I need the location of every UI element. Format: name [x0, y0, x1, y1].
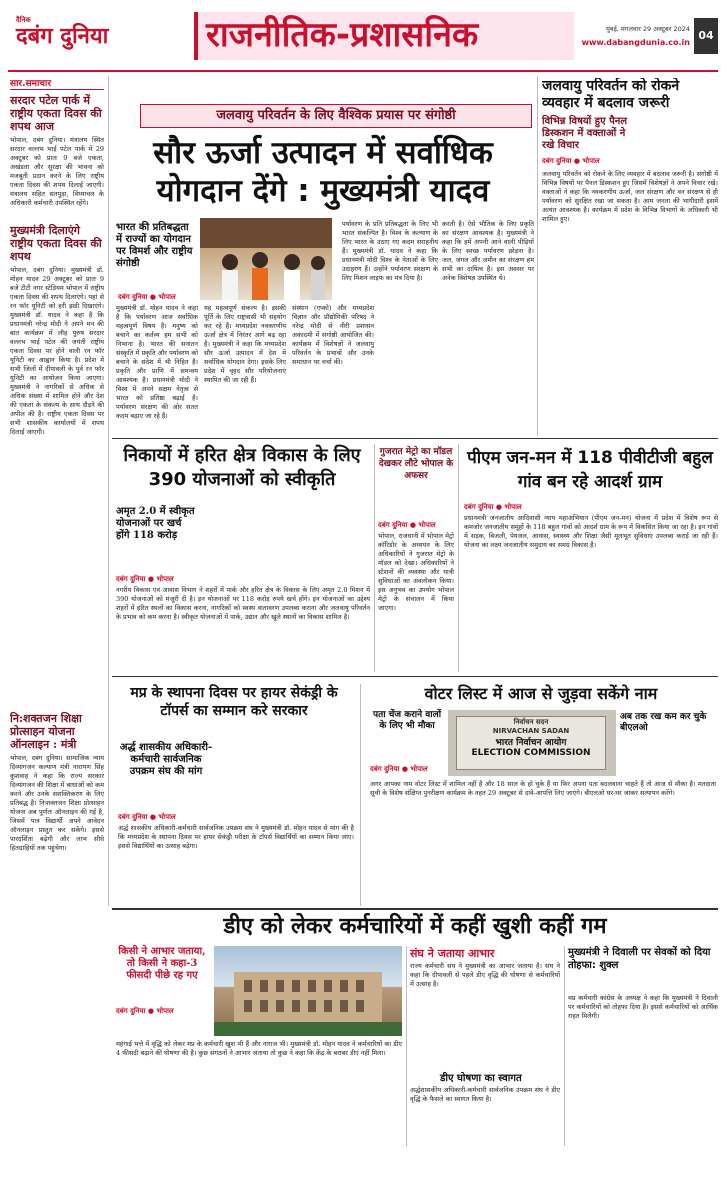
bottom-left-byline: दबंग दुनिया ● भोपाल	[116, 1006, 174, 1015]
bottom-headline: डीए को लेकर कर्मचारियों में कहीं खुशी कहीं गम	[223, 914, 607, 939]
lead-body-col1: मुख्यमंत्री डॉ. मोहन यादव ने कहा है कि पर्यावरण आज सर्वाधिक महत्वपूर्ण विषय है। मनुष्य को बचाने का कर्तव्य हम सभी को निभाना है। भारत की सनातन संस्कृति में प्रकृति और पर्यावरण को बचाने के संदेश में भी निहित है। प्रकृति और प्राणि में समन्वय आवश्यक है। प्रधानमंत्री मोदी ने विश्व में अपने सक्षम नेतृत्व से भारत को प्रतिष्ठा बढ़ाई है। पर्यावरण संरक्षण की ओर सतत कदम बढ़ाए जा रहे हैं।	[116, 304, 198, 420]
bottom-photo	[214, 946, 402, 1036]
bottom-right-sub2: मुख्यमंत्री ने दिवाली पर सेवकों को दिया तोहफा: शुक्ल	[568, 947, 711, 971]
lead-photo-illustration	[200, 218, 332, 300]
brand-name: दबंग दुनिया	[16, 24, 109, 49]
bottom-mid-sub: संघ ने जताया आभार	[410, 947, 495, 960]
sidebar-story1-body: भोपाल, दबंग दुनिया। मंत्रालय स्थित सरदार वल्लभ भाई पटेल पार्क में 29 अक्टूबर को प्रातः 9 बजे एकता, अखंडता और सुरक्षा की भावना को मजबूती प्रदान करने के लिए राष्ट्रीय एकता दिवस की शपथ दिलाई जाएगी। मंत्रालय सहित सतपुड़ा, विंध्याचल के अधिकारी कर्मचारी उपस्थित रहेंगे।	[10, 136, 104, 207]
lead-photo	[200, 218, 332, 300]
right-top-story	[542, 78, 718, 434]
right-top-body: जलवायु परिवर्तन को रोकने के लिए व्यवहार में बदलाव जरूरी है। संगोष्ठी में विभिन्न विषयों पर पैनल डिस्कशन हुए जिसमें विशेषज्ञों ने अपने विचार रखे। वक्ताओं ने कहा कि नवकरणीय ऊर्जा, जल संरक्षण और वन संरक्षण से ही पर्यावरण को सुरक्षित रखा जा सकता है। आम जनता की भागीदारी इसमें अत्यंत आवश्यक है। कार्यक्रम में प्रदेश के विभिन्न विभागों के अधिकारी भी शामिल हुए।	[542, 170, 718, 223]
voterlist-photo	[448, 710, 616, 776]
green-callout: अमृत 2.0 में स्वीकृत योजनाओं पर खर्च होंगे 118 करोड़	[116, 506, 195, 541]
bottom-mid-body: राज्य कर्मचारी संघ ने मुख्यमंत्री का आभार जताया है। संघ ने कहा कि दीपावली से पहले डीए वृद्धि की घोषणा से कर्मचारियों में उत्साह है।	[410, 962, 560, 988]
bottom-left-body: महंगाई भत्ते में वृद्धि को लेकर मप्र के कर्मचारी खुश भी हैं और नाराज भी। मुख्यमंत्री डॉ. मोहन यादव ने कर्मचारियों का डीए 4 फीसदी बढ़ाने की घोषणा की है। कुछ संगठनों ने आभार जताया तो कुछ ने कहा कि केंद्र के बराबर डीए नहीं मिला।	[116, 1040, 402, 1057]
bottom-mid-sub2: डीए घोषणा का स्वागत	[440, 1073, 522, 1084]
voterlist-callout: पता चेंज कराने वालों के लिए भी मौका	[372, 710, 442, 731]
site-url[interactable]: www.dabangdunia.co.in	[581, 38, 690, 47]
bottom-left-sub: किसी ने आभार जताया, तो किसी ने कहा-3 फीसदी पीछे रह गए	[118, 946, 206, 981]
voterlist-body: अगर आपका नाम वोटर लिस्ट में शामिल नहीं है और 18 साल के हो चुके हैं या फिर अपना पता बदलवाना चाहते हैं तो आज से मौका है। मतदाता सूची के विशेष संक्षिप्त पुनरीक्षण कार्यक्रम के तहत 29 अक्टूबर से दावे-आपत्ति लिए जाएंगे। बीएलओ घर-घर जाकर सत्यापन करेंगे।	[370, 780, 716, 797]
green-byline: दबंग दुनिया ● भोपाल	[116, 574, 174, 583]
bottom-right-body2: मप्र कर्मचारी कांग्रेस के अध्यक्ष ने कहा कि मुख्यमंत्री ने दिवाली पर कर्मचारियों को तोहफा दिया है। इससे कर्मचारियों को आर्थिक राहत मिलेगी।	[568, 994, 718, 1020]
sign-board	[456, 716, 606, 770]
building-illustration	[214, 946, 402, 1036]
lead-kicker-text: जलवायु परिवर्तन के लिए वैश्विक प्रयास पर संगोष्ठी	[216, 108, 456, 123]
sidebar-story2-headline: मुख्यमंत्री दिलाएंगे राष्ट्रीय एकता दिवस की शपथ	[10, 224, 102, 263]
pmjanman-body: प्रधानमंत्री जनजातीय आदिवासी न्याय महाअभियान (पीएम जन-मन) योजना में प्रदेश में विशेष रूप से कमजोर जनजातीय समूहों के 118 बहुल गांवों को आदर्श ग्राम के रूप में विकसित किया जा रहा है। इन गांवों में सड़क, बिजली, पेयजल, आवास, स्वास्थ्य और शिक्षा जैसी मूलभूत सुविधाएं उपलब्ध कराई जा रही हैं। योजना का लक्ष्य जनजातीय समुदाय का समग्र विकास है।	[464, 514, 718, 549]
sign-line3: भारत निर्वाचन आयोग	[495, 738, 567, 748]
voterlist-headline: वोटर लिस्ट में आज से जुड़वा सकेंगे नाम	[424, 684, 658, 703]
lead-body-col4: पर्यावरण के प्रति प्रतिबद्धता के लिए भी भारत संकल्पित है। विश्व के कल्याण के लिए भारत के उठाए गए कदम सराहनीय हैं। मुख्यमंत्री डॉ. यादव ने कहा कि प्रधानमंत्री मोदी विश्व के नेताओं के लिए उदाहरण हैं। उन्होंने पर्यावरण संरक्षण के लिए मिशन लाइफ का मंत्र दिया है।	[342, 220, 438, 282]
sign-line1: निर्वाचन सदन	[513, 717, 549, 726]
lead-headline: सौर ऊर्जा उत्पादन में सर्वाधिक योगदान देंगे : मुख्यमंत्री यादव	[153, 135, 493, 209]
sign-line4: ELECTION COMMISSION	[471, 748, 591, 758]
right-top-subhead: विभिन्न विषयों हुए पैनल डिस्कशन में वक्ताओं ने रखे विचार	[542, 116, 628, 151]
lead-subhead: भारत की प्रतिबद्धता में राज्यों का योगदान पर विमर्श और राष्ट्रीय संगोष्ठी	[116, 222, 193, 269]
green-body: नगरीय विकास एवं आवास विभाग ने शहरों में पार्क और हरित क्षेत्र के विकास के लिए अमृत 2.0 मिशन में 390 योजनाओं को मंजूरी दी है। इन योजनाओं पर 118 करोड़ रुपये खर्च होंगे। इन योजनाओं का उद्देश्य शहरों में हरित स्थलों का विकास करना, नागरिकों को स्वस्थ वातावरण उपलब्ध कराना और जलवायु परिवर्तन के प्रभाव को कम करना है। स्वीकृत योजनाओं में पार्क, उद्यान और खुले स्थानों का विकास शामिल है।	[116, 586, 370, 621]
pmjanman-byline: दबंग दुनिया ● भोपाल	[464, 502, 522, 511]
metro-body: भोपाल, राजधानी में भोपाल मेट्रो कॉरिडोर के अध्ययन के लिए अधिकारियों ने गुजरात मेट्रो के मॉडल को देखा। अधिकारियों ने स्टेशनों की व्यवस्था और यात्री सुविधाओं का अवलोकन किया। इस अनुभव का उपयोग भोपाल मेट्रो के संचालन में किया जाएगा।	[378, 532, 454, 612]
dateline: मुंबई, मंगलवार 29 अक्टूबर 2024	[606, 25, 690, 33]
lead-body-col5: करती है। ऐसे भौतिक के लिए प्रकृति का संरक्षण आवश्यक है। मुख्यमंत्री ने कहा कि हमें अपनी आने वाली पीढ़ियों के लिए स्वच्छ पर्यावरण छोड़ना है। जल, जंगल और जमीन का संरक्षण हम सभी का दायित्व है। इस अवसर पर अनेक विशेषज्ञ उपस्थित थे।	[442, 220, 534, 282]
pmjanman-headline: पीएम जन-मन में 118 पीवीटीजी बहुल गांव बन रहे आदर्श ग्राम	[467, 448, 713, 492]
lead-byline: दबंग दुनिया ● भोपाल	[118, 292, 176, 301]
metro-byline: दबंग दुनिया ● भोपाल	[378, 520, 436, 529]
sidebar-header: सार.समाचार	[10, 76, 104, 90]
green-headline: निकायों में हरित क्षेत्र विकास के लिए 390 योजनाओं को स्वीकृति	[123, 445, 361, 490]
metro-headline: गुजरात मेट्रो का मॉडल देखकर लौटे भोपाल के अफसर	[378, 447, 454, 481]
lead-kicker	[140, 104, 532, 128]
right-top-byline: दबंग दुनिया ● भोपाल	[542, 156, 600, 165]
brand-logo	[16, 16, 156, 60]
hsec-headline: मप्र के स्थापना दिवस पर हायर सेकंड्री के टॉपर्स का सम्मान करे सरकार	[130, 685, 338, 719]
sidebar-story3-headline: नि:शक्तजन शिक्षा प्रोत्साहन योजना ऑनलाइन : मंत्री	[10, 712, 82, 751]
voterlist-sub2: अब तक रख कम कर चुके बीएलओ	[620, 712, 707, 733]
sidebar-story3	[10, 712, 104, 1182]
sidebar-story3-body: भोपाल, दबंग दुनिया। सामाजिक न्याय दिव्यांगजन कल्याण मंत्री नारायण सिंह कुशवाह ने कहा कि राज्य सरकार दिव्यांगजन की शिक्षा में बाधाओं को कम करने और उनके सशक्तिकरण के लिए प्रतिबद्ध है। निःशक्तजन शिक्षा प्रोत्साहन योजना अब पूर्णतः ऑनलाइन की गई है, जिसमें पात्र विद्यार्थी अपने आवेदन ऑनलाइन प्रस्तुत कर सकेंगे। इससे पारदर्शिता बढ़ेगी और लाभ सीधे हितग्राहियों तक पहुंचेगा।	[10, 754, 104, 852]
hsec-body: अर्द्ध शासकीय अधिकारी-कर्मचारी सार्वजनिक उपक्रम संघ ने मुख्यमंत्री डॉ. मोहन यादव से मांग की है कि मध्यप्रदेश के स्थापना दिवस पर हायर सेकंड्री परीक्षा के टॉपर्स विद्यार्थियों का सम्मान किया जाए। इससे विद्यार्थियों का उत्साह बढ़ेगा।	[118, 824, 354, 850]
page-number: 04	[694, 18, 718, 54]
lead-body-col2: यह महत्वपूर्ण संकल्प है। इसकी पूर्ति के लिए राष्ट्रवासी भी सहयोग कर रहे हैं। मध्यप्रदेश नवकरणीय ऊर्जा क्षेत्र में निरंतर आगे बढ़ रहा है। मुख्यमंत्री ने कहा कि मध्यप्रदेश सौर ऊर्जा उत्पादन में देश में सर्वाधिक योगदान देगा। इसके लिए प्रदेश में वृहद सौर परियोजनाएं स्थापित की जा रही हैं।	[204, 304, 286, 384]
brand-small: दैनिक	[16, 16, 31, 24]
voterlist-byline: दबंग दुनिया ● भोपाल	[370, 764, 428, 773]
bottom-mid-body2: अर्द्धशासकीय अधिकारी-कर्मचारी सार्वजनिक उपक्रम संघ ने डीए वृद्धि के फैसले का स्वागत किया है।	[410, 1086, 560, 1103]
sidebar-story2-body: भोपाल, दबंग दुनिया। मुख्यमंत्री डॉ. मोहन यादव 29 अक्टूबर को प्रातः 9 बजे टीटी नगर स्टेडियम भोपाल में राष्ट्रीय एकता दिवस की शपथ दिलाएंगे। यहां से रन फॉर यूनिटी को हरी झंडी दिखाएंगे। मुख्यमंत्री डॉ. यादव ने कहा है कि प्रधानमंत्री नरेन्द्र मोदी ने अपने मन की बात कार्यक्रम में लौह पुरुष सरदार वल्लभ भाई पटेल की जयंती राष्ट्रीय एकता दिवस पर होने वाली रन फॉर यूनिटी का आह्वान किया है। प्रदेश में सभी जिलों में दीपावली के पूर्व रन फॉर यूनिटी का आयोजन किया जाएगा। मुख्यमंत्री ने नागरिकों से अधिक से अधिक संख्या में शामिल होने और देश की एकता के संकल्प के साथ दौड़ने की अपील की है। राष्ट्रीय एकता दिवस पर सभी शासकीय कार्यालयों में शपथ दिलाई जाएगी।	[10, 266, 104, 436]
hsec-callout: अर्द्ध शासकीय अधिकारी-कर्मचारी सार्वजनिक उपक्रम संघ की मांग	[119, 742, 213, 777]
sign-line2: NIRVACHAN SADAN	[492, 727, 570, 735]
lead-body-col3: संस्थान (एप्को) और मध्यप्रदेश विज्ञान और प्रौद्योगिकी परिषद ने नरेन्द्र मोदी से नीरी प्रशासन अकादमी में संगोष्ठी आयोजित की। कार्यक्रम में विशेषज्ञों ने जलवायु परिवर्तन के प्रभावों और उनके समाधान पर चर्चा की।	[292, 304, 374, 366]
right-top-headline: जलवायु परिवर्तन को रोकने व्यवहार में बदलाव जरूरी	[542, 78, 680, 111]
section-title: राजनीतिक-प्रशासनिक	[206, 15, 479, 55]
masthead	[8, 6, 718, 66]
hsec-byline: दबंग दुनिया ● भोपाल	[118, 812, 176, 821]
section-banner	[194, 12, 574, 60]
sidebar-story1-headline: सरदार पटेल पार्क में राष्ट्रीय एकता दिवस की शपथ आज	[10, 94, 102, 133]
sidebar	[10, 76, 104, 706]
